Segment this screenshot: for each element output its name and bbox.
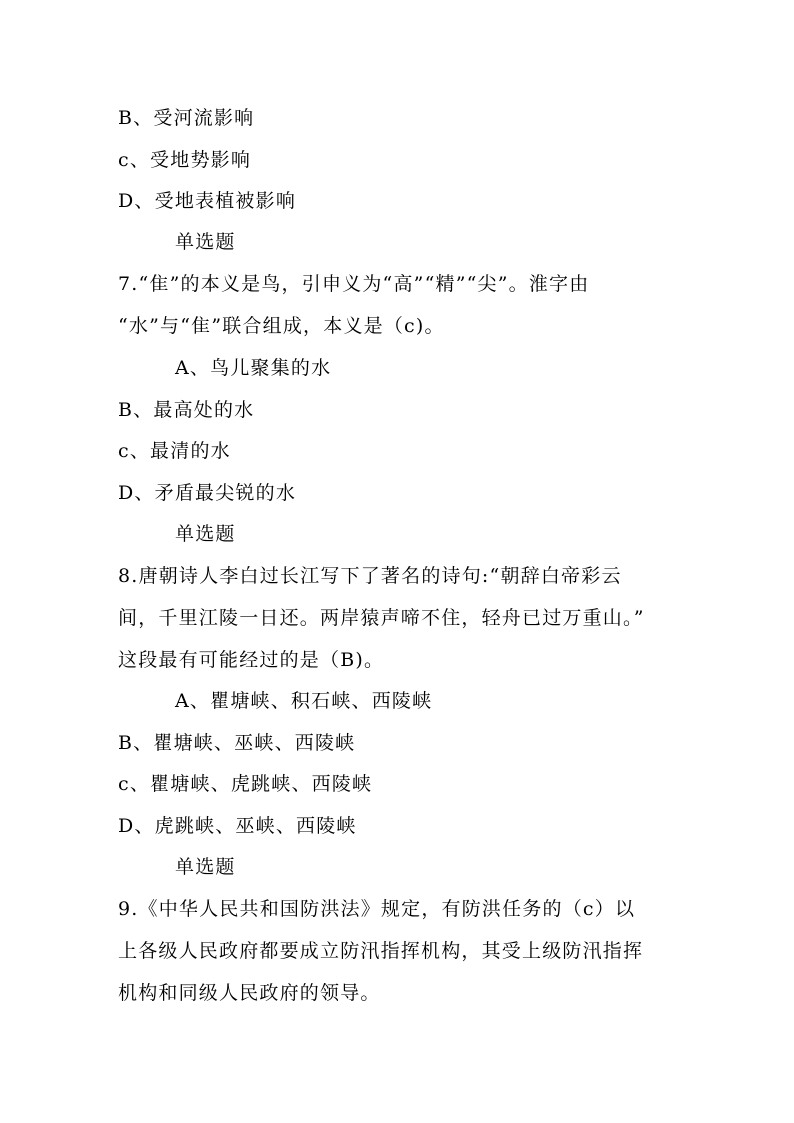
q9-stem-line-3: 机构和同级人民政府的领导。 [118,982,381,1004]
q6-option-b: B、受河流影响 [118,107,255,129]
q9-stem-line-1: 9.《中华人民共和国防洪法》规定，有防洪任务的（c）以 [118,898,636,920]
q8-stem-line-1: 8.唐朝诗人李白过长江写下了著名的诗句:“朝辞白帝彩云 [118,565,622,587]
q8-option-c: c、瞿塘峡、虎跳峡、西陵峡 [118,773,373,795]
q8-option-d: D、虎跳峡、巫峡、西陵峡 [118,815,357,837]
q7-option-c: c、最清的水 [118,440,231,462]
q7-option-d: D、矛盾最尖锐的水 [118,482,297,504]
q7-stem-line-2: “水”与“隹”联合组成，本义是（c)。 [118,315,445,337]
q9-stem-line-2: 上各级人民政府都要成立防汛指挥机构，其受上级防汛指挥 [118,940,644,962]
q8-stem-line-3: 这段最有可能经过的是（B)。 [118,649,385,671]
q8-stem-line-2: 间，千里江陵一日还。两岸猿声啼不住，轻舟已过万重山。” [118,607,645,629]
q8-type-label: 单选题 [175,523,236,545]
q6-option-d: D、受地表植被影响 [118,190,297,212]
q8-option-b: B、瞿塘峡、巫峡、西陵峡 [118,732,356,754]
q9-type-label: 单选题 [175,856,236,878]
q6-option-c: c、受地势影响 [118,149,252,171]
q7-option-b: B、最高处的水 [118,399,255,421]
q7-option-a: A、鸟儿聚集的水 [175,357,332,379]
q7-type-label: 单选题 [175,231,236,253]
q8-option-a: A、瞿塘峡、积石峡、西陵峡 [175,690,433,712]
q7-stem-line-1: 7.“隹”的本义是鸟，引申义为“高”“精”“尖”。淮字由 [118,273,590,295]
